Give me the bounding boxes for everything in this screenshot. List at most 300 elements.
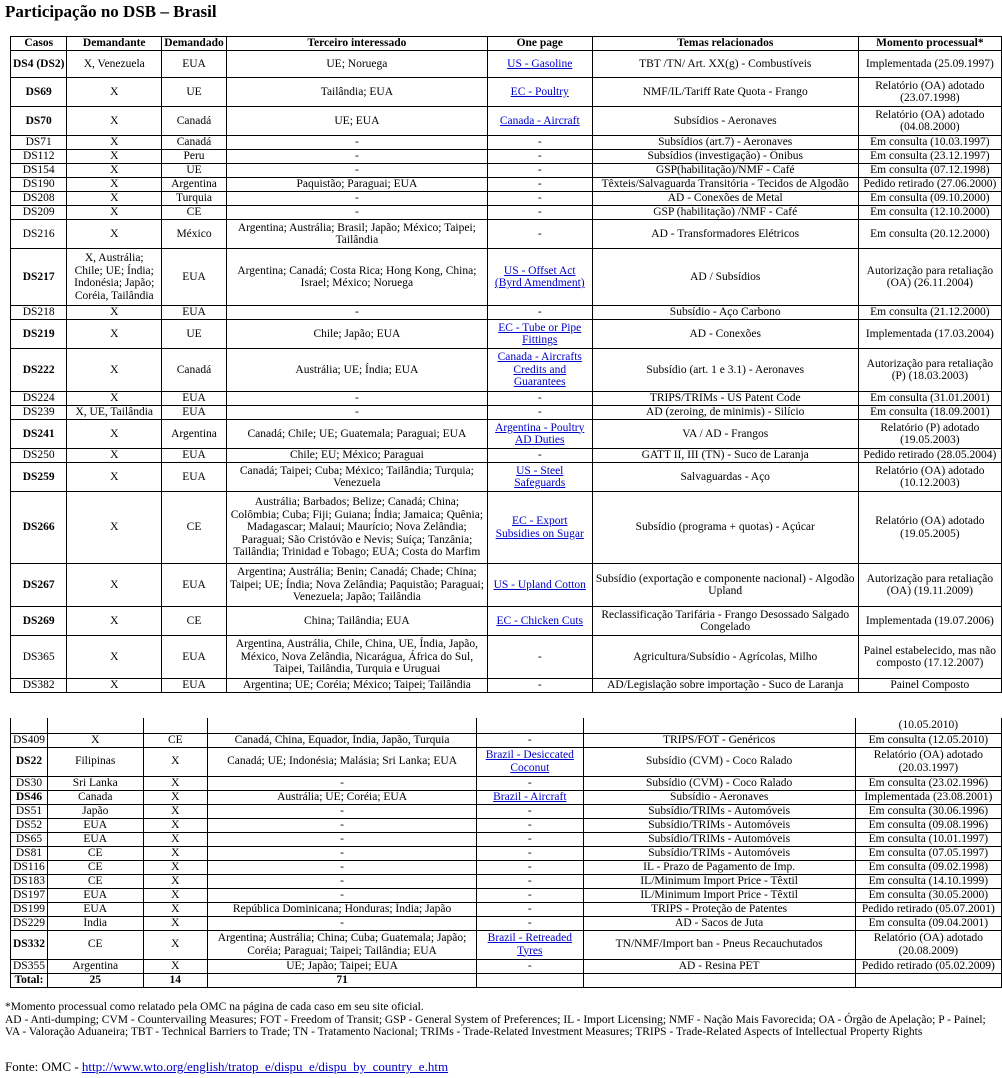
temas-cell: IL/Minimum Import Price - Têxtil — [583, 874, 855, 888]
total-terceiro: 71 — [208, 973, 477, 987]
temas-cell: AD - Conexões — [592, 320, 858, 349]
case-cell: DS218 — [11, 306, 67, 320]
temas-cell: VA / AD - Frangos — [592, 420, 858, 449]
terceiro-cell: - — [227, 192, 488, 206]
one-page-cell — [487, 107, 592, 136]
table-row — [11, 733, 1002, 747]
one-page-cell: - — [487, 164, 592, 178]
table-row — [11, 492, 1002, 564]
terceiro-cell: - — [208, 860, 477, 874]
temas-cell: GSP (habilitação) /NMF - Café — [592, 206, 858, 220]
footnotes — [5, 1001, 995, 1039]
table-row — [11, 959, 1002, 973]
table-row — [11, 192, 1002, 206]
table-row — [11, 406, 1002, 420]
case-cell: DS365 — [11, 636, 67, 679]
one-page-link[interactable]: Brazil - Retreaded Tyres — [487, 932, 572, 957]
page-title: Participação no DSB – Brasil — [5, 2, 217, 21]
case-cell: DS266 — [11, 492, 67, 564]
one-page-link[interactable]: EC - Chicken Cuts — [496, 614, 584, 627]
case-cell: DS199 — [11, 902, 48, 916]
case-cell: DS259 — [11, 463, 67, 492]
total-label: Total: — [11, 973, 48, 987]
source-link[interactable]: http://www.wto.org/english/tratop_e/dispu_e/dispu_by_country_e.htm — [81, 1059, 449, 1074]
demandante-cell: CE — [47, 874, 143, 888]
demandado-cell: México — [162, 220, 227, 249]
table-row — [11, 790, 1002, 804]
header-demandado: Demandado — [162, 37, 227, 51]
temas-cell: Salvaguardas - Aço — [592, 463, 858, 492]
table-row — [11, 136, 1002, 150]
demandante-cell: X — [67, 607, 162, 636]
one-page-cell — [477, 747, 584, 776]
demandado-cell: Argentina — [162, 420, 227, 449]
terceiro-cell: - — [227, 150, 488, 164]
one-page-cell — [487, 320, 592, 349]
momento-cell: Relatório (OA) adotado (20.08.2009) — [855, 930, 1001, 959]
temas-cell: Subsídio (programa + quotas) - Açúcar — [592, 492, 858, 564]
momento-cell: Em consulta (12.05.2010) — [855, 733, 1001, 747]
case-cell: DS208 — [11, 192, 67, 206]
demandante-cell: EUA — [47, 902, 143, 916]
table-row — [11, 916, 1002, 930]
momento-cell: Pedido retirado (05.02.2009) — [855, 959, 1001, 973]
header-casos: Casos — [11, 37, 67, 51]
one-page-cell: - — [477, 846, 584, 860]
terceiro-cell: - — [227, 136, 488, 150]
case-cell: DS22 — [11, 747, 48, 776]
one-page-link[interactable]: EC - Poultry — [510, 85, 569, 98]
demandado-cell: CE — [162, 206, 227, 220]
temas-cell: Subsídios - Aeronaves — [592, 107, 858, 136]
temas-cell: NMF/IL/Tariff Rate Quota - Frango — [592, 78, 858, 107]
one-page-cell — [487, 51, 592, 78]
momento-cell: Em consulta (30.06.1996) — [855, 804, 1001, 818]
momento-cell: Implementada (23.08.2001) — [855, 790, 1001, 804]
momento-cell: Relatório (OA) adotado (04.08.2000) — [858, 107, 1001, 136]
case-cell: DS229 — [11, 916, 48, 930]
table-row — [11, 564, 1002, 607]
case-cell: DS409 — [11, 733, 48, 747]
table-row — [11, 463, 1002, 492]
demandado-cell: Turquia — [162, 192, 227, 206]
momento-cell: Em consulta (23.12.1997) — [858, 150, 1001, 164]
terceiro-cell: - — [227, 306, 488, 320]
terceiro-cell: Austrália; UE; Índia; EUA — [227, 349, 488, 392]
demandado-cell: EUA — [162, 249, 227, 306]
one-page-link[interactable]: Canada - Aircrafts Credits and Guarantees — [497, 351, 582, 389]
demandado-cell: Peru — [162, 150, 227, 164]
terceiro-cell: Austrália; UE; Coréia; EUA — [208, 790, 477, 804]
case-cell: DS332 — [11, 930, 48, 959]
one-page-cell: - — [487, 679, 592, 693]
terceiro-cell: - — [227, 392, 488, 406]
case-cell: DS46 — [11, 790, 48, 804]
demandado-cell: CE — [162, 492, 227, 564]
momento-cell: Em consulta (07.12.1998) — [858, 164, 1001, 178]
temas-cell — [583, 718, 855, 733]
demandado-cell: Canadá — [162, 349, 227, 392]
case-cell: DS250 — [11, 449, 67, 463]
demandante-cell: X — [67, 164, 162, 178]
case-cell: DS219 — [11, 320, 67, 349]
momento-cell: Autorização para retaliação (OA) (19.11.2009) — [858, 564, 1001, 607]
demandado-cell: Canadá — [162, 107, 227, 136]
demandado-cell: EUA — [162, 392, 227, 406]
momento-cell: Em consulta (31.01.2001) — [858, 392, 1001, 406]
one-page-cell: - — [477, 916, 584, 930]
case-cell: DS65 — [11, 832, 48, 846]
demandante-cell: X — [67, 449, 162, 463]
one-page-cell — [487, 463, 592, 492]
momento-cell: Em consulta (23.02.1996) — [855, 776, 1001, 790]
table-row — [11, 78, 1002, 107]
demandado-cell — [143, 718, 208, 733]
one-page-cell: - — [477, 860, 584, 874]
momento-cell: Em consulta (12.10.2000) — [858, 206, 1001, 220]
terceiro-cell: - — [208, 818, 477, 832]
one-page-link[interactable]: EC - Export Subsidies on Sugar — [495, 515, 584, 540]
terceiro-cell: Argentina; Austrália; China; Cuba; Guatemala; Japão; Coréia; Paraguai; Taipei; Tailândia; EUA — [208, 930, 477, 959]
demandado-cell: X — [143, 776, 208, 790]
momento-cell: Em consulta (20.12.2000) — [858, 220, 1001, 249]
table-row — [11, 930, 1002, 959]
table-row — [11, 902, 1002, 916]
case-cell: DS222 — [11, 349, 67, 392]
case-cell: DS52 — [11, 818, 48, 832]
demandante-cell: X — [67, 78, 162, 107]
demandado-cell: CE — [143, 733, 208, 747]
one-page-cell: - — [477, 888, 584, 902]
one-page-link[interactable]: Canada - Aircraft — [499, 114, 580, 127]
temas-cell: Subsídio/TRIMs - Automóveis — [583, 846, 855, 860]
demandante-cell: X — [67, 136, 162, 150]
one-page-link[interactable]: Brazil - Aircraft — [493, 790, 567, 803]
momento-cell: Em consulta (21.12.2000) — [858, 306, 1001, 320]
momento-cell: Relatório (OA) adotado (20.03.1997) — [855, 747, 1001, 776]
temas-cell: AD (zeroing, de minimis) - Silício — [592, 406, 858, 420]
terceiro-cell: - — [208, 776, 477, 790]
demandante-cell: X — [67, 107, 162, 136]
temas-cell: Subsídios (art.7) - Aeronaves — [592, 136, 858, 150]
demandante-cell: X — [67, 320, 162, 349]
case-cell — [11, 718, 48, 733]
one-page-cell: - — [487, 206, 592, 220]
one-page-cell — [487, 564, 592, 607]
one-page-cell: - — [477, 818, 584, 832]
total-demandado: 14 — [143, 973, 208, 987]
cases-table-part1 — [10, 36, 1002, 693]
demandado-cell: X — [143, 846, 208, 860]
case-cell: DS69 — [11, 78, 67, 107]
table-row — [11, 607, 1002, 636]
terceiro-cell: Argentina; Austrália; Benin; Canadá; Chade; China; Taipei; UE; Índia; Nova Zelândia; Paquistão; Paraguai; Venezuela; Japão; Tailândia — [227, 564, 488, 607]
demandado-cell: CE — [162, 607, 227, 636]
table-row — [11, 718, 1002, 733]
one-page-cell — [487, 420, 592, 449]
temas-cell: Subsídio (exportação e componente nacional) - Algodão Upland — [592, 564, 858, 607]
temas-cell: GATT II, III (TN) - Suco de Laranja — [592, 449, 858, 463]
terceiro-cell: UE; EUA — [227, 107, 488, 136]
total-demandante: 25 — [47, 973, 143, 987]
table-row — [11, 249, 1002, 306]
temas-cell: Agricultura/Subsídio - Agrícolas, Milho — [592, 636, 858, 679]
table-row — [11, 178, 1002, 192]
case-cell: DS239 — [11, 406, 67, 420]
momento-cell: Pedido retirado (28.05.2004) — [858, 449, 1001, 463]
momento-cell: Implementada (19.07.2006) — [858, 607, 1001, 636]
table-row — [11, 320, 1002, 349]
footnote-momento: *Momento processual como relatado pela OMC na página de cada caso em seu site oficial. — [5, 1001, 424, 1013]
temas-cell: TRIPS/FOT - Genéricos — [583, 733, 855, 747]
temas-cell: Subsídios (investigação) - Ônibus — [592, 150, 858, 164]
demandado-cell: Canadá — [162, 136, 227, 150]
terceiro-cell: Argentina, Austrália, Chile, China, UE, Índia, Japão, México, Nova Zelândia, Nicarágua, África do Sul, Taipei, Tailândia, Turquia e Uruguai — [227, 636, 488, 679]
table-row — [11, 164, 1002, 178]
demandado-cell: X — [143, 959, 208, 973]
table-row — [11, 392, 1002, 406]
demandante-cell: CE — [47, 846, 143, 860]
temas-cell: AD - Conexões de Metal — [592, 192, 858, 206]
demandante-cell: X — [67, 679, 162, 693]
demandado-cell: X — [143, 930, 208, 959]
demandado-cell: EUA — [162, 406, 227, 420]
demandante-cell: EUA — [47, 832, 143, 846]
case-cell: DS267 — [11, 564, 67, 607]
demandado-cell: UE — [162, 78, 227, 107]
one-page-cell: - — [487, 449, 592, 463]
demandante-cell: X, Venezuela — [67, 51, 162, 78]
demandante-cell: X, Austrália; Chile; UE; Índia; Indonésia; Japão; Coréia, Tailândia — [67, 249, 162, 306]
terceiro-cell: Argentina; Canadá; Costa Rica; Hong Kong, China; Israel; México; Noruega — [227, 249, 488, 306]
demandante-cell: CE — [47, 930, 143, 959]
temas-cell: TRIPS/TRIMs - US Patent Code — [592, 392, 858, 406]
demandante-cell: X — [67, 192, 162, 206]
demandante-cell: X — [67, 206, 162, 220]
table-row — [11, 150, 1002, 164]
one-page-cell: - — [487, 636, 592, 679]
terceiro-cell: - — [227, 206, 488, 220]
temas-cell: Subsídio/TRIMs - Automóveis — [583, 832, 855, 846]
momento-cell: Em consulta (14.10.1999) — [855, 874, 1001, 888]
demandante-cell — [47, 718, 143, 733]
table-row — [11, 804, 1002, 818]
table-row — [11, 636, 1002, 679]
terceiro-cell: China; Tailândia; EUA — [227, 607, 488, 636]
demandado-cell: EUA — [162, 636, 227, 679]
momento-cell: Em consulta (10.03.1997) — [858, 136, 1001, 150]
terceiro-cell: Canadá, China, Equador, Índia, Japão, Turquia — [208, 733, 477, 747]
table-row — [11, 51, 1002, 78]
table-row — [11, 220, 1002, 249]
terceiro-cell: Chile; EU; México; Paraguai — [227, 449, 488, 463]
terceiro-cell: - — [227, 164, 488, 178]
terceiro-cell: Chile; Japão; EUA — [227, 320, 488, 349]
case-cell: DS154 — [11, 164, 67, 178]
table-row — [11, 420, 1002, 449]
one-page-cell — [477, 790, 584, 804]
table-header-row — [11, 37, 1002, 51]
terceiro-cell: Austrália; Barbados; Belize; Canadá; China; Colômbia; Cuba; Fiji; Guiana; Índia; Jamaica; Quênia; Madagascar; Malaui; Maurício; Nova Zelândia; Paraguai; São Cristóvão e Nevis; Suíça; Tanzânia; Tailândia; Trinidad e Tobago; EUA; Costa do Marfim — [227, 492, 488, 564]
momento-cell: Relatório (OA) adotado (19.05.2005) — [858, 492, 1001, 564]
table-row — [11, 776, 1002, 790]
one-page-cell: - — [477, 776, 584, 790]
demandante-cell: X — [67, 492, 162, 564]
terceiro-cell: Canadá; Taipei; Cuba; México; Tailândia; Turquia; Venezuela — [227, 463, 488, 492]
demandante-cell: Índia — [47, 916, 143, 930]
demandante-cell: EUA — [47, 818, 143, 832]
demandante-cell: X, UE, Tailândia — [67, 406, 162, 420]
demandado-cell: X — [143, 790, 208, 804]
one-page-cell: - — [477, 959, 584, 973]
header-temas: Temas relacionados — [592, 37, 858, 51]
momento-cell: Relatório (P) adotado (19.05.2003) — [858, 420, 1001, 449]
terceiro-cell: Argentina; Austrália; Brasil; Japão; México; Taipei; Tailândia — [227, 220, 488, 249]
momento-cell: Painel estabelecido, mas não composto (17.12.2007) — [858, 636, 1001, 679]
demandado-cell: EUA — [162, 51, 227, 78]
one-page-cell: - — [477, 733, 584, 747]
one-page-cell — [477, 718, 584, 733]
demandado-cell: X — [143, 916, 208, 930]
one-page-cell — [487, 607, 592, 636]
demandante-cell: X — [67, 220, 162, 249]
momento-cell: (10.05.2010) — [855, 718, 1001, 733]
terceiro-cell: República Dominicana; Honduras; Índia; Japão — [208, 902, 477, 916]
one-page-cell — [487, 249, 592, 306]
terceiro-cell: Argentina; UE; Coréia; México; Taipei; Tailândia — [227, 679, 488, 693]
terceiro-cell — [208, 718, 477, 733]
momento-cell: Implementada (25.09.1997) — [858, 51, 1001, 78]
header-terceiro: Terceiro interessado — [227, 37, 488, 51]
table-row — [11, 832, 1002, 846]
one-page-cell: - — [487, 392, 592, 406]
temas-cell: AD / Subsídios — [592, 249, 858, 306]
one-page-cell: - — [487, 136, 592, 150]
temas-cell: AD - Transformadores Elétricos — [592, 220, 858, 249]
one-page-cell: - — [487, 178, 592, 192]
case-cell: DS81 — [11, 846, 48, 860]
one-page-cell: - — [477, 902, 584, 916]
momento-cell: Em consulta (09.04.2001) — [855, 916, 1001, 930]
terceiro-cell: - — [208, 888, 477, 902]
table-row — [11, 206, 1002, 220]
table-row — [11, 874, 1002, 888]
case-cell: DS355 — [11, 959, 48, 973]
case-cell: DS217 — [11, 249, 67, 306]
demandante-cell: Canada — [47, 790, 143, 804]
momento-cell: Em consulta (10.01.1997) — [855, 832, 1001, 846]
one-page-cell: - — [487, 406, 592, 420]
momento-cell: Em consulta (09.02.1998) — [855, 860, 1001, 874]
demandado-cell: EUA — [162, 463, 227, 492]
demandante-cell: Argentina — [47, 959, 143, 973]
demandante-cell: Filipinas — [47, 747, 143, 776]
one-page-cell: - — [477, 804, 584, 818]
one-page-link[interactable]: Brazil - Desiccated Coconut — [485, 749, 574, 774]
temas-cell: Subsídio - Aço Carbono — [592, 306, 858, 320]
temas-cell: Subsídio (CVM) - Coco Ralado — [583, 747, 855, 776]
demandado-cell: X — [143, 747, 208, 776]
demandado-cell: EUA — [162, 564, 227, 607]
one-page-cell: - — [477, 832, 584, 846]
demandado-cell: Argentina — [162, 178, 227, 192]
demandante-cell: X — [67, 349, 162, 392]
temas-cell: AD/Legislação sobre importação - Suco de Laranja — [592, 679, 858, 693]
demandante-cell: EUA — [47, 888, 143, 902]
one-page-cell — [477, 930, 584, 959]
demandante-cell: X — [67, 463, 162, 492]
one-page-link[interactable]: US - Gasoline — [507, 57, 573, 70]
one-page-link[interactable]: EC - Tube or Pipe Fittings — [498, 321, 582, 346]
one-page-link[interactable]: Argentina - Poultry AD Duties — [495, 421, 585, 446]
source-line — [5, 1059, 448, 1075]
temas-cell: IL - Prazo de Pagamento de Imp. — [583, 860, 855, 874]
source-label: Fonte: OMC - — [5, 1059, 82, 1074]
one-page-link[interactable]: US - Upland Cotton — [493, 578, 586, 591]
temas-cell: Subsídio - Aeronaves — [583, 790, 855, 804]
case-cell: DS112 — [11, 150, 67, 164]
momento-cell: Em consulta (18.09.2001) — [858, 406, 1001, 420]
table-row — [11, 306, 1002, 320]
temas-cell: Subsídio (CVM) - Coco Ralado — [583, 776, 855, 790]
terceiro-cell: - — [208, 846, 477, 860]
demandado-cell: UE — [162, 164, 227, 178]
table-row — [11, 107, 1002, 136]
table-row — [11, 888, 1002, 902]
table-row — [11, 747, 1002, 776]
demandado-cell: X — [143, 832, 208, 846]
demandante-cell: X — [47, 733, 143, 747]
case-cell: DS197 — [11, 888, 48, 902]
one-page-cell: - — [487, 192, 592, 206]
demandante-cell: X — [67, 178, 162, 192]
temas-cell: TRIPS - Proteção de Patentes — [583, 902, 855, 916]
demandante-cell: X — [67, 306, 162, 320]
case-cell: DS269 — [11, 607, 67, 636]
temas-cell: Subsídio (art. 1 e 3.1) - Aeronaves — [592, 349, 858, 392]
demandante-cell: CE — [47, 860, 143, 874]
case-cell: DS30 — [11, 776, 48, 790]
temas-cell: Subsídio/TRIMs - Automóveis — [583, 818, 855, 832]
momento-cell: Em consulta (07.05.1997) — [855, 846, 1001, 860]
one-page-cell: - — [487, 220, 592, 249]
terceiro-cell: - — [208, 832, 477, 846]
temas-cell: TBT /TN/ Art. XX(g) - Combustíveis — [592, 51, 858, 78]
case-cell: DS241 — [11, 420, 67, 449]
table-row — [11, 818, 1002, 832]
case-cell: DS51 — [11, 804, 48, 818]
case-cell: DS71 — [11, 136, 67, 150]
momento-cell: Pedido retirado (05.07.2001) — [855, 902, 1001, 916]
momento-cell: Pedido retirado (27.06.2000) — [858, 178, 1001, 192]
case-cell: DS216 — [11, 220, 67, 249]
case-cell: DS224 — [11, 392, 67, 406]
table-row — [11, 846, 1002, 860]
terceiro-cell: - — [227, 406, 488, 420]
table-row — [11, 860, 1002, 874]
one-page-link[interactable]: US - Steel Safeguards — [514, 464, 566, 489]
table-row — [11, 679, 1002, 693]
temas-cell: AD - Sacos de Juta — [583, 916, 855, 930]
one-page-link[interactable]: US - Offset Act (Byrd Amendment) — [494, 264, 585, 289]
case-cell: DS183 — [11, 874, 48, 888]
momento-cell: Relatório (OA) adotado (10.12.2003) — [858, 463, 1001, 492]
temas-cell: AD - Resina PET — [583, 959, 855, 973]
temas-cell: IL/Minimum Import Price - Têxtil — [583, 888, 855, 902]
demandado-cell: EUA — [162, 449, 227, 463]
header-demandante: Demandante — [67, 37, 162, 51]
terceiro-cell: Canadá; UE; Indonésia; Malásia; Sri Lanka; EUA — [208, 747, 477, 776]
